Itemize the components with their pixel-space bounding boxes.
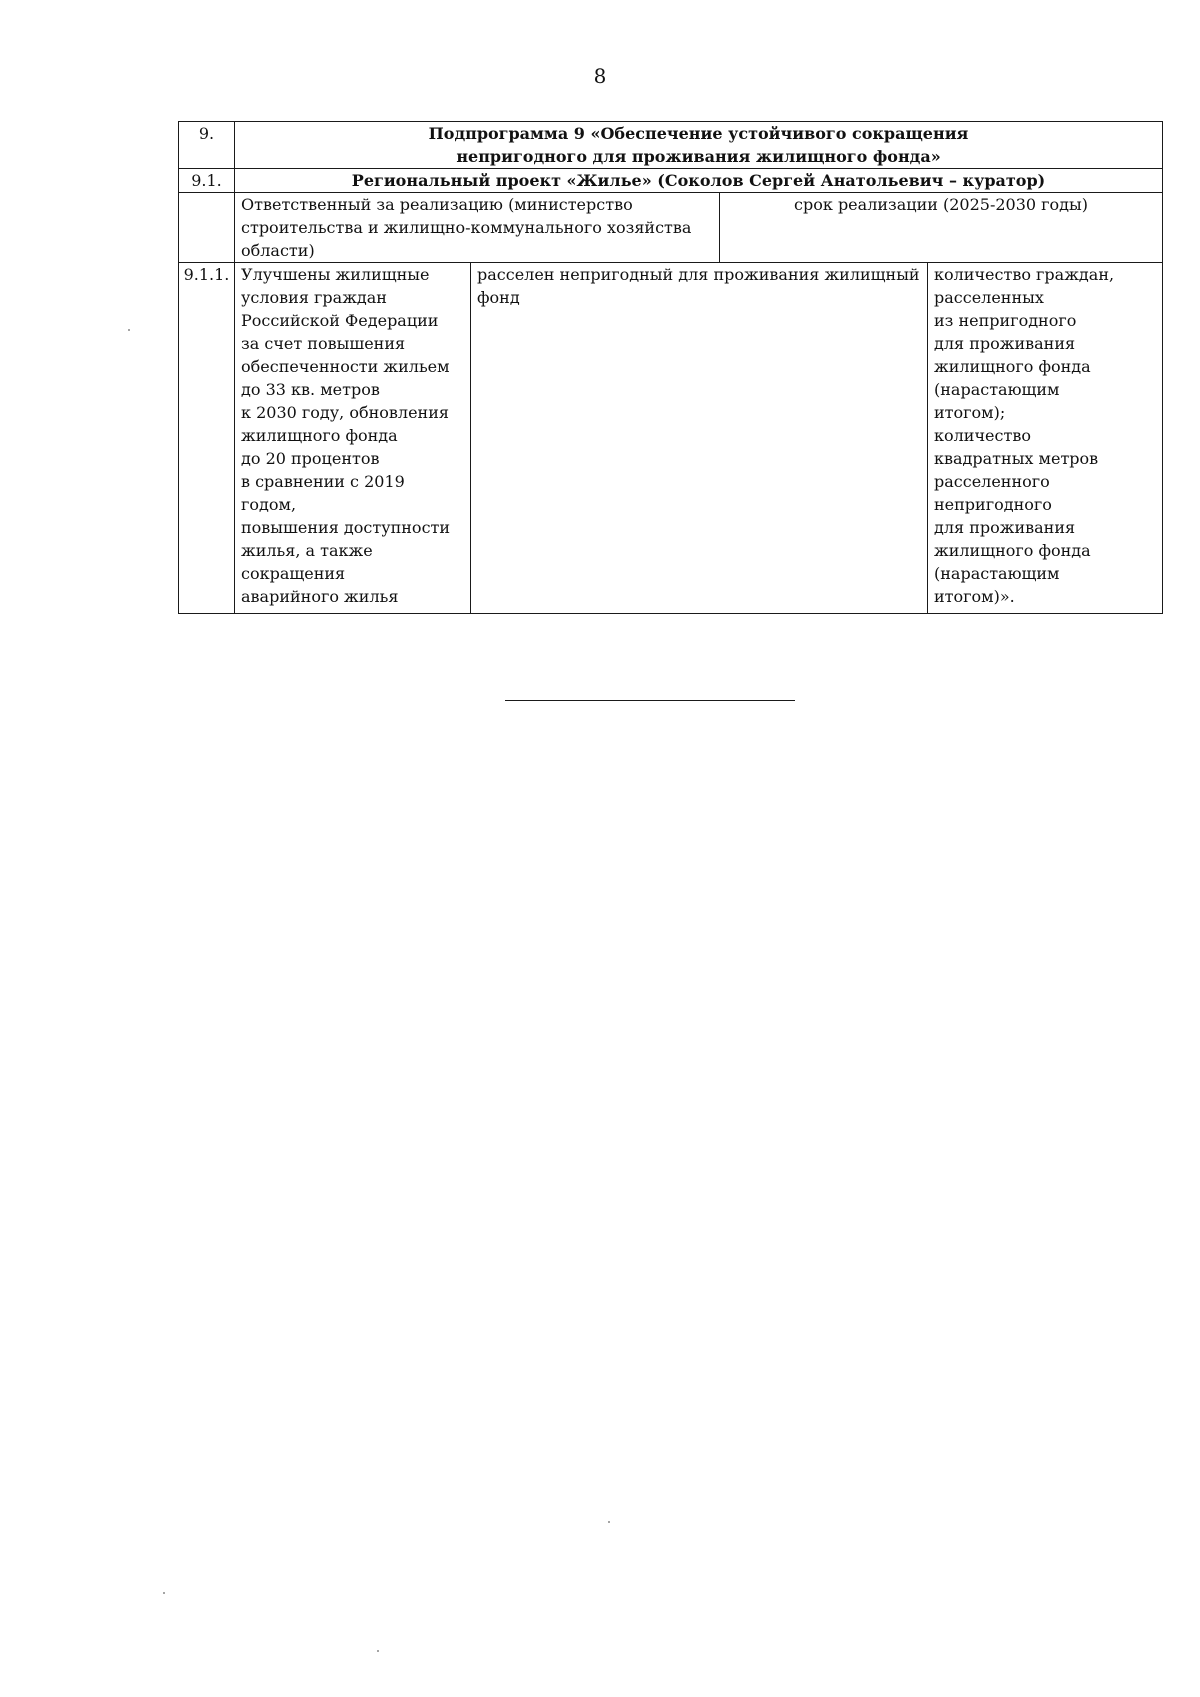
table-row-task [179,263,1163,614]
empty-cell [179,193,235,263]
table-row-project [179,169,1163,193]
scan-speck [377,1650,379,1652]
table-row-subprogram [179,122,1163,169]
task-result: расселен непригодный для проживания жилищный фонд [471,263,928,614]
row-number: 9. [179,122,235,169]
scan-speck [608,1521,610,1523]
program-table [178,121,1163,614]
task-indicators: количество граждан, расселенных из непригодного для проживания жилищного фонда (нарастающим итогом); количество квадратных метров расселенного непригодного для проживания жилищного фонда (нарастающим итогом)». [928,263,1163,614]
footer-divider [505,700,795,701]
row-number: 9.1.1. [179,263,235,614]
row-number: 9.1. [179,169,235,193]
project-title: Региональный проект «Жилье» (Соколов Сергей Анатольевич – куратор) [235,169,1163,193]
responsible-text: Ответственный за реализацию (министерство строительства и жилищно-коммунального хозяйства области) [235,193,720,263]
page-number: 8 [593,64,607,88]
scan-speck [128,329,130,331]
table-row-responsible [179,193,1163,263]
task-goal: Улучшены жилищные условия граждан Российской Федерации за счет повышения обеспеченности жильем до 33 кв. метров к 2030 году, обновления жилищного фонда до 20 процентов в сравнении с 2019 годом, повышения доступности жилья, а также сокращения аварийного жилья [235,263,471,614]
subprogram-title: Подпрограмма 9 «Обеспечение устойчивого сокращения непригодного для проживания жилищного фонда» [235,122,1163,169]
scan-speck [163,1592,165,1594]
implementation-term: срок реализации (2025-2030 годы) [720,193,1163,263]
